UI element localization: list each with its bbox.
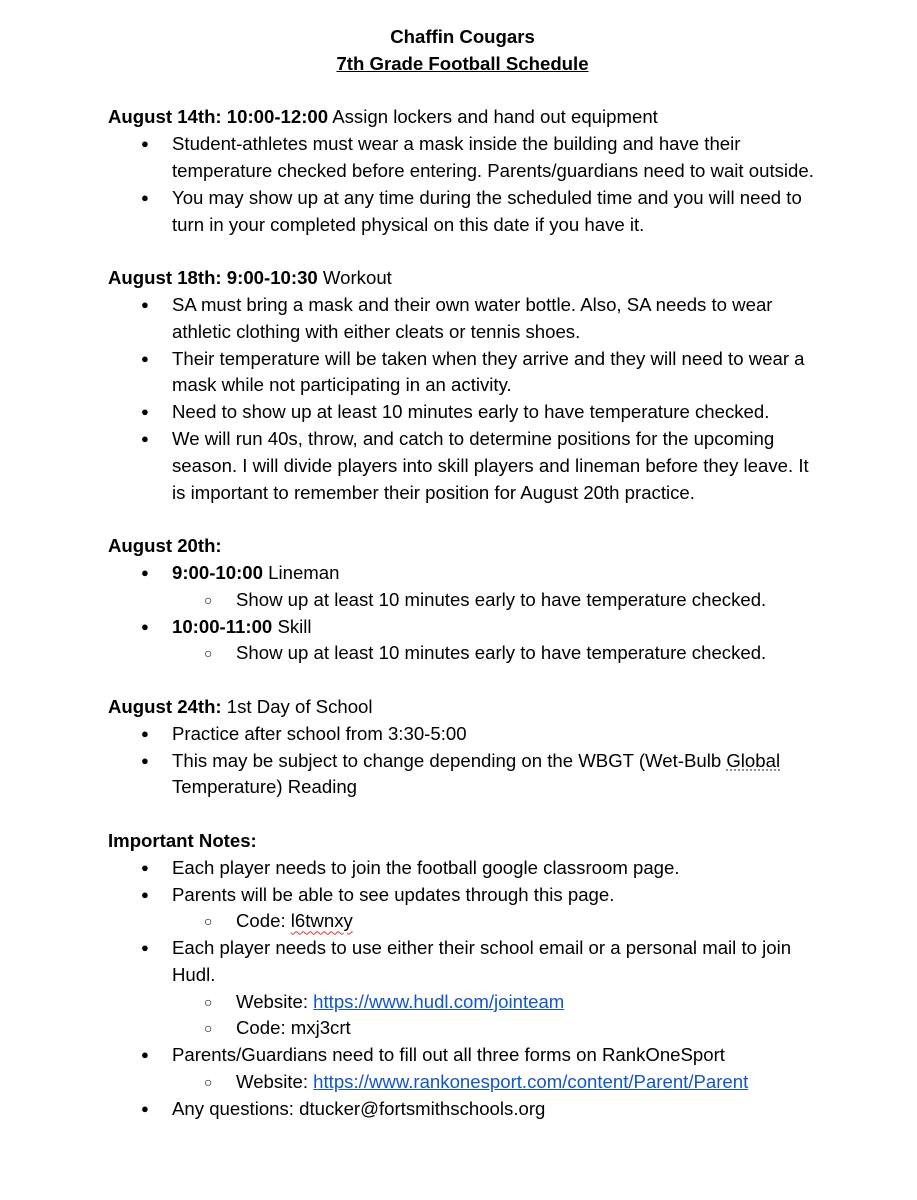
section-date: August 14th: 10:00-12:00 [108, 106, 329, 128]
notes-heading: Important Notes: [108, 829, 257, 851]
code-label: Code: [236, 910, 291, 932]
bullet-list [108, 292, 817, 506]
section-august-14 [108, 104, 817, 238]
section-date: August 18th: 9:00-10:30 [108, 267, 318, 289]
list-item: ● Each player needs to use either their school email or a personal mail to join Hudl. [108, 935, 817, 989]
section-heading [108, 104, 817, 131]
list-item: ● We will run 40s, throw, and catch to determine positions for the upcoming season. I will divide players into skill players and lineman before they leave. It is important to remember their position for August 20th practice. [108, 426, 817, 506]
hudl-link[interactable]: https://www.hudl.com/jointeam [313, 990, 565, 1012]
sub-list-item [108, 1069, 817, 1096]
bullet-list [108, 855, 817, 1123]
section-heading [108, 265, 817, 292]
list-item [108, 748, 817, 802]
list-item: ● Parents will be able to see updates through this page. [108, 882, 817, 909]
skill-label: Skill [272, 615, 312, 637]
section-heading [108, 828, 817, 855]
section-heading [108, 533, 817, 560]
rankonesport-link[interactable]: https://www.rankonesport.com/content/Parent/Parent [313, 1071, 749, 1093]
list-item: ● Need to show up at least 10 minutes early to have temperature checked. [108, 399, 817, 426]
title-block [108, 24, 817, 78]
list-item-skill [108, 614, 817, 641]
section-desc: Assign lockers and hand out equipment [328, 106, 658, 128]
section-heading [108, 694, 817, 721]
bullet-list [108, 131, 817, 238]
sub-list-item: ○ Show up at least 10 minutes early to have temperature checked. [108, 640, 817, 667]
list-item-lineman [108, 560, 817, 587]
document-title: Chaffin Cougars [390, 26, 535, 47]
list-item-text: This may be subject to change depending on the WBGT (Wet-Bulb [172, 749, 727, 771]
sub-list-item [108, 908, 817, 935]
list-item: ● Their temperature will be taken when they arrive and they will need to wear a mask while not participating in an activity. [108, 346, 817, 400]
list-item-text: Temperature) Reading [172, 776, 358, 798]
document-subtitle: 7th Grade Football Schedule [336, 52, 589, 74]
section-important-notes [108, 828, 817, 1123]
bullet-list [108, 560, 817, 667]
list-item: ● SA must bring a mask and their own water bottle. Also, SA needs to wear athletic clothing with either cleats or tennis shoes. [108, 292, 817, 346]
list-item: ● Parents/Guardians need to fill out all three forms on RankOneSport [108, 1042, 817, 1069]
spellcheck-word: Global [726, 749, 781, 771]
section-date: August 24th: [108, 695, 222, 717]
section-august-20 [108, 533, 817, 667]
sub-list-item [108, 989, 817, 1016]
list-item: ● Each player needs to join the football google classroom page. [108, 855, 817, 882]
website-label: Website: [236, 990, 314, 1012]
section-date: August 20th: [108, 535, 222, 557]
section-august-24 [108, 694, 817, 801]
bullet-list [108, 721, 817, 801]
list-item: ● Practice after school from 3:30-5:00 [108, 721, 817, 748]
skill-time: 10:00-11:00 [172, 615, 273, 637]
website-label: Website: [236, 1071, 314, 1093]
section-august-18 [108, 265, 817, 506]
list-item: ● Any questions: dtucker@fortsmithschools.org [108, 1096, 817, 1123]
classroom-code: l6twnxy [290, 910, 353, 932]
section-desc: Workout [317, 267, 392, 289]
sub-list-item: ○ Show up at least 10 minutes early to have temperature checked. [108, 587, 817, 614]
list-item: ● You may show up at any time during the scheduled time and you will need to turn in your completed physical on this date if you have it. [108, 185, 817, 239]
list-item: ● Student-athletes must wear a mask inside the building and have their temperature checked before entering. Parents/guardians need to wait outside. [108, 131, 817, 185]
lineman-time: 9:00-10:00 [172, 561, 263, 583]
sub-list-item: ○ Code: mxj3crt [108, 1015, 817, 1042]
lineman-label: Lineman [262, 561, 340, 583]
section-desc: 1st Day of School [221, 695, 373, 717]
